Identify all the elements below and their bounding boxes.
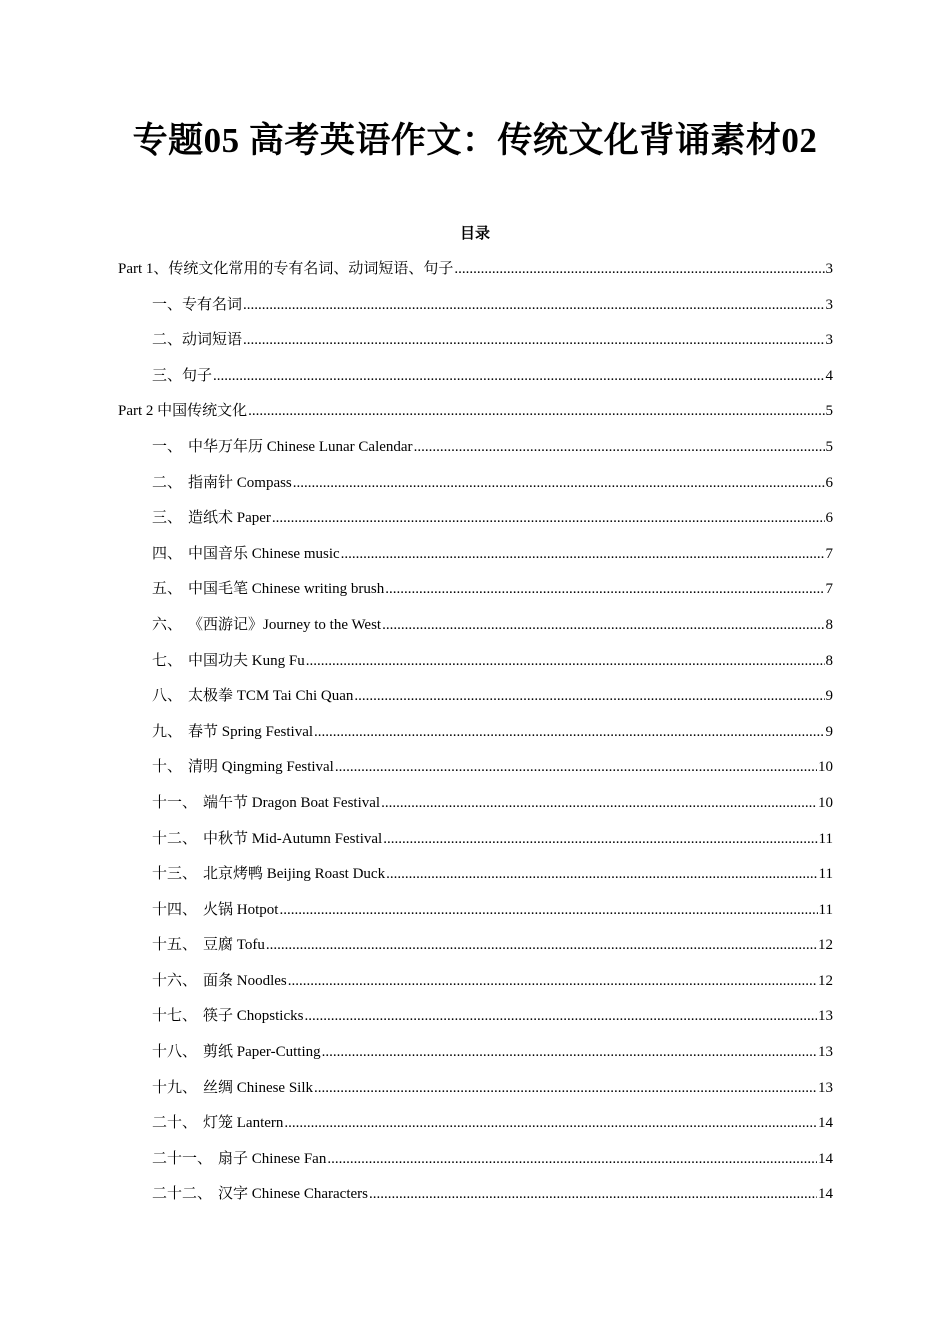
toc-dot-leader: [381, 792, 817, 814]
toc-entry-number: 八、: [152, 688, 183, 705]
toc-entry-number: 十五、: [152, 937, 198, 954]
toc-entry-page-number: 7: [825, 545, 833, 562]
toc-entry-page-number: 11: [818, 830, 833, 847]
toc-entry[interactable]: [118, 400, 833, 436]
toc-entry-page-number: 5: [825, 438, 833, 455]
toc-entry-page-number: 13: [818, 1079, 833, 1096]
toc-entry-page-number: 3: [825, 332, 833, 349]
toc-entry-page-number: 9: [825, 723, 833, 740]
toc-entry[interactable]: [118, 1183, 833, 1219]
toc-entry-title: Part 2 中国传统文化: [118, 403, 248, 420]
toc-entry[interactable]: [118, 756, 833, 792]
toc-dot-leader: [354, 685, 824, 707]
toc-entry[interactable]: [118, 365, 833, 401]
toc-entry-page-number: 10: [818, 794, 833, 811]
toc-dot-leader: [213, 365, 824, 387]
table-of-contents: [118, 258, 833, 1219]
toc-entry-title: 中国毛笔 Chinese writing brush: [188, 581, 385, 598]
toc-entry[interactable]: [118, 472, 833, 508]
toc-entry-page-number: 3: [825, 261, 833, 277]
toc-entry[interactable]: [118, 1005, 833, 1041]
toc-dot-leader: [304, 1005, 817, 1027]
toc-entry-title: 端午节 Dragon Boat Festival: [203, 794, 381, 811]
toc-dot-leader: [272, 507, 825, 529]
toc-entry-title: 火锅 Hotpot: [203, 901, 279, 918]
toc-entry[interactable]: [118, 970, 833, 1006]
toc-dot-leader: [293, 472, 825, 494]
toc-entry-title: 豆腐 Tofu: [203, 937, 265, 954]
toc-entry-number: 十九、: [152, 1079, 198, 1096]
toc-entry-page-number: 13: [818, 1044, 833, 1061]
toc-entry-title: 面条 Noodles: [203, 972, 287, 989]
toc-entry-page-number: 7: [825, 581, 833, 598]
toc-entry-page-number: 11: [818, 901, 833, 918]
toc-dot-leader: [243, 329, 824, 351]
toc-entry-number: 十一、: [152, 794, 198, 811]
toc-entry[interactable]: [118, 863, 833, 899]
toc-dot-leader: [266, 934, 817, 956]
toc-dot-leader: [369, 1183, 817, 1205]
toc-entry[interactable]: [118, 828, 833, 864]
toc-entry[interactable]: [118, 1077, 833, 1113]
toc-entry-title: 灯笼 Lantern: [203, 1115, 284, 1132]
toc-entry-number: 二十二、: [152, 1186, 213, 1203]
toc-entry-title: 一、专有名词: [152, 296, 243, 313]
toc-dot-leader: [314, 721, 824, 743]
toc-dot-leader: [414, 436, 825, 458]
toc-entry-title: 扇子 Chinese Fan: [218, 1150, 327, 1167]
toc-entry-title: 太极拳 TCM Tai Chi Quan: [188, 688, 354, 705]
toc-entry-title: 汉字 Chinese Characters: [218, 1186, 368, 1203]
toc-entry[interactable]: [118, 294, 833, 330]
toc-entry-page-number: 9: [825, 688, 833, 705]
toc-entry[interactable]: [118, 934, 833, 970]
toc-dot-leader: [314, 1077, 817, 1099]
toc-entry-title: 剪纸 Paper-Cutting: [203, 1044, 321, 1061]
toc-dot-leader: [382, 614, 824, 636]
toc-entry-title: 中国功夫 Kung Fu: [188, 652, 305, 669]
toc-entry[interactable]: [118, 1148, 833, 1184]
toc-dot-leader: [243, 294, 824, 316]
toc-dot-leader: [284, 1112, 817, 1134]
toc-entry-page-number: 6: [825, 510, 833, 527]
toc-entry-page-number: 13: [818, 1008, 833, 1025]
toc-entry-page-number: 8: [825, 616, 833, 633]
toc-entry[interactable]: [118, 614, 833, 650]
toc-entry-page-number: 5: [825, 403, 833, 420]
document-title: 专题05 高考英语作文：传统文化背诵素材02: [132, 121, 818, 160]
toc-entry-title: 春节 Spring Festival: [188, 723, 314, 740]
toc-entry-number: 二十、: [152, 1115, 198, 1132]
toc-entry-number: 十七、: [152, 1008, 198, 1025]
toc-entry-title: 三、句子: [152, 367, 213, 384]
toc-entry-number: 三、: [152, 510, 183, 527]
toc-entry-number: 十六、: [152, 972, 198, 989]
toc-dot-leader: [327, 1148, 817, 1170]
toc-entry-title: 北京烤鸭 Beijing Roast Duck: [203, 866, 386, 883]
toc-heading: 目录: [459, 226, 490, 242]
toc-entry[interactable]: [118, 436, 833, 472]
toc-dot-leader: [454, 258, 824, 280]
toc-entry-title: Part 1、传统文化常用的专有名词、动词短语、句子: [118, 261, 454, 277]
toc-entry-number: 十二、: [152, 830, 198, 847]
toc-entry-title: 二、动词短语: [152, 332, 243, 349]
toc-entry-title: 《西游记》Journey to the West: [188, 616, 382, 633]
toc-entry-title: 造纸术 Paper: [188, 510, 271, 527]
toc-entry-number: 一、: [152, 438, 183, 455]
toc-entry-page-number: 12: [818, 937, 833, 954]
toc-entry-title: 中华万年历 Chinese Lunar Calendar: [188, 438, 413, 455]
toc-entry[interactable]: [118, 507, 833, 543]
toc-entry-page-number: 8: [825, 652, 833, 669]
toc-entry-number: 六、: [152, 616, 183, 633]
toc-dot-leader: [322, 1041, 817, 1063]
toc-dot-leader: [335, 756, 817, 778]
toc-dot-leader: [306, 650, 825, 672]
toc-entry-page-number: 6: [825, 474, 833, 491]
toc-entry-number: 七、: [152, 652, 183, 669]
toc-entry-title: 筷子 Chopsticks: [203, 1008, 304, 1025]
toc-entry-title: 丝绸 Chinese Silk: [203, 1079, 314, 1096]
toc-entry[interactable]: [118, 792, 833, 828]
toc-entry-page-number: 3: [825, 296, 833, 313]
toc-entry[interactable]: [118, 721, 833, 757]
toc-entry-page-number: 14: [818, 1150, 833, 1167]
toc-entry[interactable]: [118, 1041, 833, 1077]
toc-entry-number: 十三、: [152, 866, 198, 883]
toc-entry-page-number: 14: [818, 1115, 833, 1132]
toc-entry[interactable]: [118, 685, 833, 721]
toc-dot-leader: [248, 400, 824, 422]
toc-entry-number: 二、: [152, 474, 183, 491]
toc-entry-number: 五、: [152, 581, 183, 598]
toc-dot-leader: [288, 970, 817, 992]
toc-entry-title: 中国音乐 Chinese music: [188, 545, 340, 562]
toc-entry[interactable]: [118, 1112, 833, 1148]
toc-entry-number: 十四、: [152, 901, 198, 918]
toc-entry[interactable]: [118, 329, 833, 365]
toc-entry[interactable]: [118, 543, 833, 579]
toc-entry[interactable]: [118, 258, 833, 294]
toc-entry-number: 十、: [152, 759, 183, 776]
toc-entry-page-number: 12: [818, 972, 833, 989]
toc-entry[interactable]: [118, 899, 833, 935]
toc-entry-number: 二十一、: [152, 1150, 213, 1167]
toc-entry[interactable]: [118, 578, 833, 614]
toc-entry-number: 十八、: [152, 1044, 198, 1061]
toc-entry-title: 中秋节 Mid-Autumn Festival: [203, 830, 383, 847]
toc-dot-leader: [386, 863, 817, 885]
toc-dot-leader: [385, 578, 824, 600]
toc-entry-page-number: 11: [818, 866, 833, 883]
toc-dot-leader: [383, 828, 817, 850]
toc-entry-title: 清明 Qingming Festival: [188, 759, 334, 776]
toc-dot-leader: [341, 543, 825, 565]
toc-entry-number: 九、: [152, 723, 183, 740]
toc-entry-title: 指南针 Compass: [188, 474, 292, 491]
toc-entry-page-number: 10: [818, 759, 833, 776]
toc-entry-page-number: 4: [825, 367, 833, 384]
toc-entry-number: 四、: [152, 545, 183, 562]
toc-entry[interactable]: [118, 650, 833, 686]
toc-dot-leader: [279, 899, 817, 921]
toc-entry-page-number: 14: [818, 1186, 833, 1203]
